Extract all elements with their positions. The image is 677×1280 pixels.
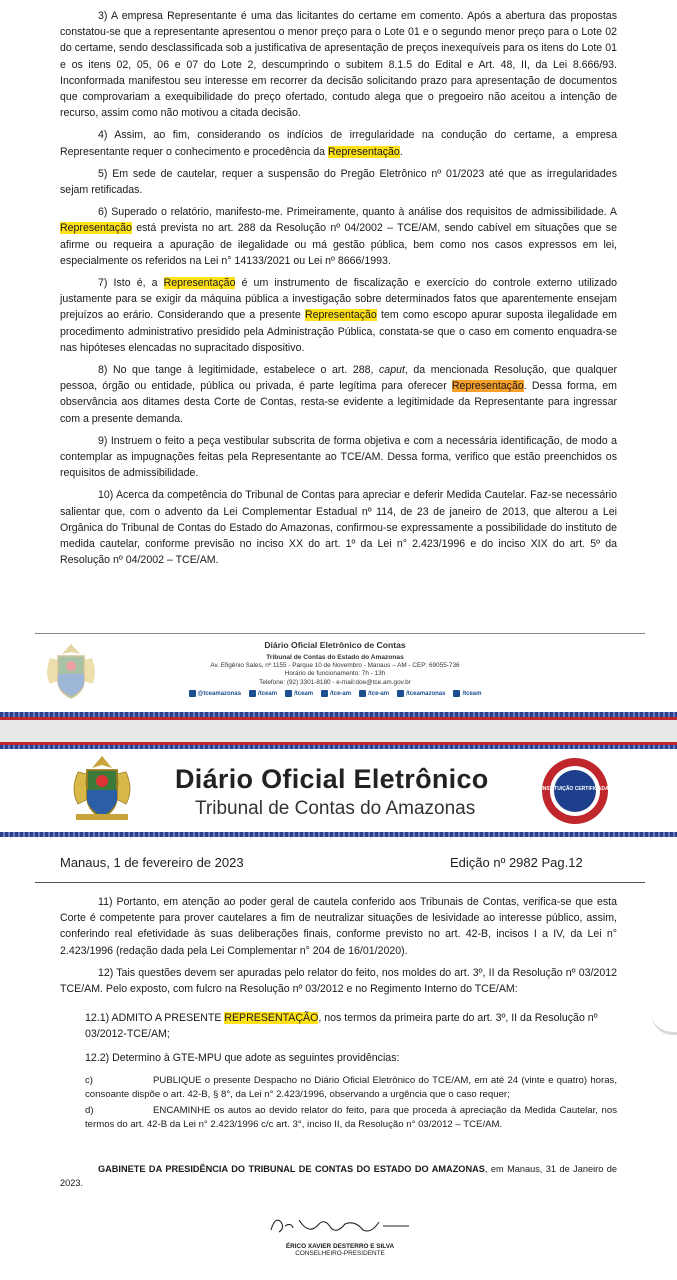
paragraph-10: 10) Acerca da competência do Tribunal de Contas para apreciar e deferir Medida Cautelar. Faz-se necessário salientar que, com o advento da Lei Complementar Estadual nº 114, de 23 de janeiro de 2013, que alterou a Lei Orgânica do Tribunal de Contas do Estado do Amazonas, confirmou-se expressamente a possibilidade do instituto de medida cautelar, conforme previsão no inciso XX do art. 1º da Lei n° 2.423/1996 e do inciso XIX do art. 5º da Resolução nº 04/2002 – TCE/AM. <box>60 489 617 567</box>
footer-address: Av. Efigênio Sales, nº 1155 - Parque 10 de Novembro - Manaus – AM - CEP: 69055-736 <box>210 662 460 670</box>
footer-title: Diário Oficial Eletrônico de Contas <box>264 640 406 650</box>
header-subtitle: Tribunal de Contas do Amazonas <box>195 798 476 819</box>
social-twitter[interactable]: /tceam <box>285 690 313 698</box>
page1-body <box>60 8 617 575</box>
coat-of-arms-icon <box>66 754 138 826</box>
signatory-role: CONSELHEIRO-PRESIDENTE <box>295 1250 385 1257</box>
linkedin-icon <box>359 690 366 697</box>
social-youtube[interactable]: /tceamazonas <box>397 690 445 698</box>
paragraph-12: 12) Tais questões devem ser apuradas pelo relator do feito, nos moldes do art. 3º, II da Resolução nº 03/2012 TCE/AM. Pelo exposto, com fulcro na Resolução nº 03/2012 e no Regimento Interno do TCE/AM: <box>60 966 617 996</box>
twitter-icon <box>285 690 292 697</box>
publication-date: Manaus, 1 de fevereiro de 2023 <box>60 855 244 870</box>
handwritten-signature <box>265 1214 415 1238</box>
signature-block <box>260 1214 420 1257</box>
flickr-icon <box>321 690 328 697</box>
social-links <box>180 690 490 698</box>
footer-divider <box>35 633 645 634</box>
page-footer <box>0 630 677 718</box>
social-facebook[interactable]: /tceam <box>249 690 277 698</box>
paragraph-8: 8) No que tange à legitimidade, estabelece o art. 288, caput, da mencionada Resolução, que qualquer pessoa, órgão ou entidade, pública ou privada, é parte legítima para oferecer Representação. Dessa forma, em observância aos ditames desta Corte de Contas, resta-se evidente a legitimidade da Representante para ingressar com a presente demanda. <box>60 364 617 425</box>
soundcloud-icon <box>453 690 460 697</box>
item-12-2: 12.2) Determino à GTE-MPU que adote as seguintes providências: <box>85 1052 400 1064</box>
signatory-name: ÉRICO XAVIER DESTERRO E SILVA <box>285 1243 395 1250</box>
paragraph-3: 3) A empresa Representante é uma das licitantes do certame em comento. Após a abertura das propostas constatou-se que a representante apresentou o menor preço para o Lote 01 e o segundo menor preço para o Lote 02 do certame, sendo desclassificada sob a justificativa de apresentação de preços inexequíveis para os itens do Lote 01 e os itens 02, 05, 06 e 07 do Lote 2, descumprindo o subitem 8.1.5 do Edital e Art. 48, II, da Lei 8.666/93. Inconformada manifestou seu interesse em recorrer da decisão solicitando prazo para apresentação de documentos que comprovariam a exequibilidade do preço ofertado, contudo alega que o pregoeiro não aceitou a intenção de recurso, assim como não motivou a citada decisão. <box>60 10 617 120</box>
closing-text: GABINETE DA PRESIDÊNCIA DO TRIBUNAL DE CONTAS DO ESTADO DO AMAZONAS, em Manaus, 31 de Janeiro de 2023. <box>60 1164 617 1188</box>
highlight: Representação <box>451 380 524 393</box>
highlight: Representação <box>163 277 236 290</box>
social-linkedin[interactable]: /tce-am <box>359 690 389 698</box>
page2-body <box>60 894 617 1003</box>
header-title: Diário Oficial Eletrônico <box>175 764 489 794</box>
coat-of-arms-icon <box>38 640 104 706</box>
social-soundcloud[interactable]: /tceam <box>453 690 481 698</box>
paragraph-11: 11) Portanto, em atenção ao poder geral de cautela conferido aos Tribunais de Contas, verifica-se que esta Corte é competente para prover cautelares a fim de neutralizar situações de lesividade ao interesse público, assim, conferindo real efetividade às suas deliberações finais, conforme previsto no art. 42-B, incisos I a IV, da Lei n° 2.423/1996 (redação dada pela Lei Complementar n° 204 de 16/01/2020). <box>60 896 617 957</box>
footer-info <box>180 640 490 698</box>
paragraph-6: 6) Superado o relatório, manifesto-me. Primeiramente, quanto à análise dos requisitos de admissibilidade. A Representação está prevista no art. 288 da Resolução nº 04/2002 – TCE/AM, sendo cabível em situações que se afirme ou requeira a apuração de ilegalidade ou má gestão pública, bem como nos casos expressos em lei, especialmente os referidos na Lei n° 14133/2021 ou Lei nº 8666/1993. <box>60 206 617 267</box>
paragraph-7: 7) Isto é, a Representação é um instrumento de fiscalização e exercício do controle externo utilizado justamente para se exigir da máquina pública a investigação sobre determinados fatos que aparentemente ensejam prejuízos ao erário. Considerando que a presente Representação tem como escopo apurar suposta ilegalidade em procedimento administrativo presidido pela Administração Pública, constata-se que o caso em comento enquadra-se nas hipóteses elencadas no supracitado dispositivo. <box>60 277 617 354</box>
paragraph-5: 5) Em sede de cautelar, requer a suspensão do Pregão Eletrônico nº 01/2023 até que as irregularidades sejam retificadas. <box>60 167 617 197</box>
dateline-divider <box>35 882 645 883</box>
header-bottom-stripe <box>0 832 677 837</box>
page-gap <box>0 720 677 742</box>
item-d: d) ENCAMINHE os autos ao devido relator do feito, para que proceda à apreciação da Medida Cautelar, nos termos do art. 42-B da Lei n° 2.423/1996 c/c art. 3°, inciso II, da Resolução n° 03/2012 – TCE/AM. <box>85 1105 617 1131</box>
certification-seal-icon <box>540 756 610 826</box>
edition-number: Edição nº 2982 Pag.12 <box>450 855 583 870</box>
footer-phone: Telefone: (92) 3301-8180 - e-mail:doe@tce.am.gov.br <box>259 678 411 686</box>
social-flickr[interactable]: /tce-am <box>321 690 351 698</box>
svg-text:INSTITUIÇÃO CERTIFICADA: INSTITUIÇÃO CERTIFICADA <box>541 786 609 792</box>
social-instagram[interactable]: @tceamazonas <box>189 690 242 698</box>
youtube-icon <box>397 690 404 697</box>
item-12-1: 12.1) ADMITO A PRESENTE REPRESENTAÇÃO, nos termos da primeira parte do art. 3º, II da Resolução nº 03/2012-TCE/AM; <box>85 1012 598 1041</box>
highlight: Representação <box>304 309 377 322</box>
item-c: c) PUBLIQUE o presente Despacho no Diário Oficial Eletrônico do TCE/AM, em até 24 (vinte e quatro) horas, consoante dispõe o art. 42-B, § 8°, da Lei n° 2.423/1996, observando a urgência que o caso requer; <box>85 1075 617 1101</box>
paragraph-4: 4) Assim, ao fim, considerando os indícios de irregularidade na condução do certame, a empresa Representante requer o conhecimento e procedência da Representação. <box>60 129 617 158</box>
highlight: Representação <box>60 222 132 235</box>
paragraph-9: 9) Instruem o feito a peça vestibular subscrita de forma objetiva e com a necessária identificação, de modo a contemplar as impugnações feitas pela Representante ao TCE/AM. Dessa forma, verifico que estão preenchidos os requisitos de admissibilidade. <box>60 434 617 480</box>
footer-hours: Horário de funcionamento: 7h - 13h <box>284 670 386 678</box>
highlight: REPRESENTAÇÃO <box>224 1012 319 1024</box>
footer-org: Tribunal de Contas do Estado do Amazonas <box>266 654 404 661</box>
instagram-icon <box>189 690 196 697</box>
highlight: Representação <box>327 145 400 158</box>
scroll-edge-indicator <box>651 1010 677 1035</box>
page-header <box>0 748 677 832</box>
facebook-icon <box>249 690 256 697</box>
